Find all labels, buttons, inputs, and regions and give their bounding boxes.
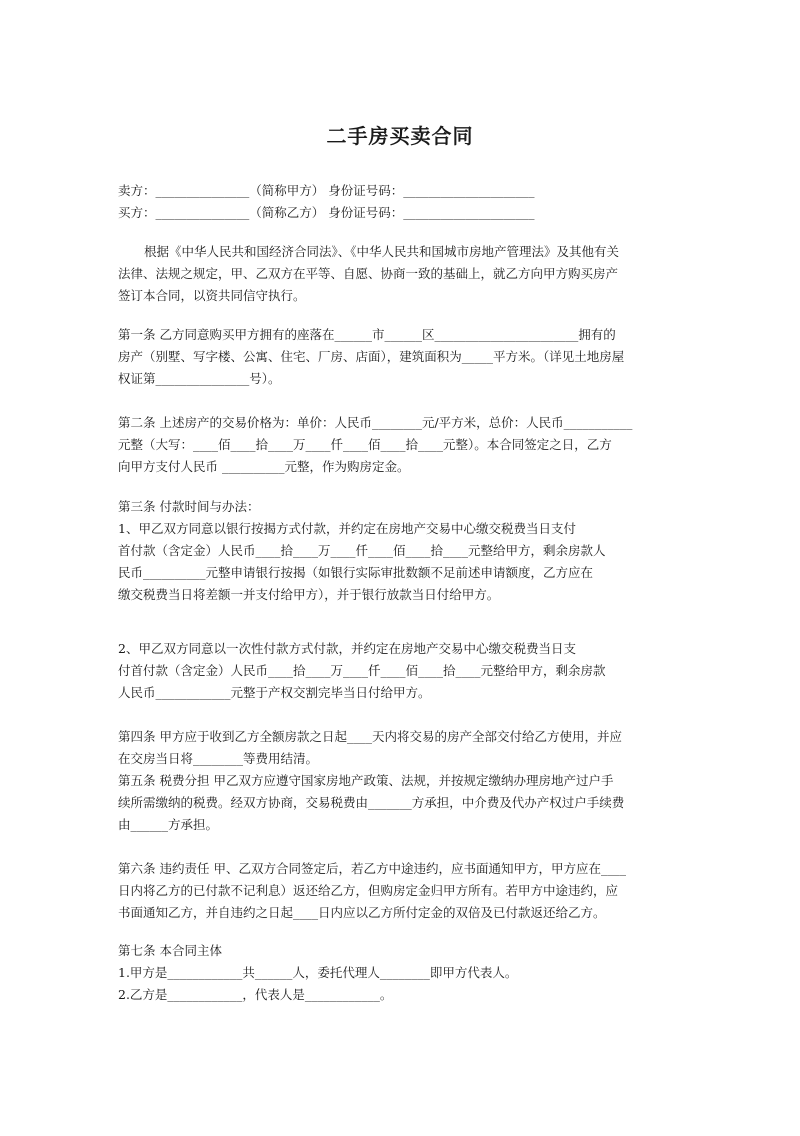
article-5 [118, 770, 698, 836]
text-line: 房产（别墅、写字楼、公寓、住宅、厂房、店面），建筑面积为_____平方米。（详见土地房屋 [118, 349, 625, 364]
document-title: 二手房买卖合同 [326, 124, 474, 148]
text-line: 向甲方支付人民币 __________元整，作为购房定金。 [118, 459, 410, 474]
text-line: 第一条 乙方同意购买甲方拥有的座落在______市______区_______________________拥有的 [118, 327, 616, 342]
text-line: 第五条 税费分担 甲乙双方应遵守国家房地产政策、法规，并按规定缴纳办理房地产过户手 [118, 773, 614, 788]
preamble-paragraph [118, 241, 698, 307]
text-line: 2、甲乙双方同意以一次性付款方式付款，并约定在房地产交易中心缴交税费当日支 [118, 641, 576, 656]
text-line: 付首付款（含定金）人民币____拾____万____仟____佰____拾____元整给甲方，剩余房款 [118, 663, 606, 678]
text-line: 书面通知乙方，并自违约之日起____日内应以乙方所付定金的双倍及已付款返还给乙方。 [118, 905, 606, 920]
text-line: 签订本合同，以资共同信守执行。 [118, 288, 306, 303]
text-line: 在交房当日将________等费用结清。 [118, 751, 319, 766]
article-4 [118, 726, 698, 770]
article-3 [118, 496, 698, 606]
text-line: 人民币____________元整于产权交割完毕当日付给甲方。 [118, 685, 431, 700]
article-7 [118, 940, 698, 1006]
text-line: 首付款（含定金）人民币____拾____万____仟____佰____拾____元整给甲方，剩余房款人 [118, 543, 606, 558]
text-line: 续所需缴纳的税费。经双方协商，交易税费由_______方承担，中介费及代办产权过户手续费 [118, 795, 625, 810]
article-1 [118, 324, 698, 390]
text-line: 由______方承担。 [118, 817, 219, 832]
text-line: 权证第_______________号）。 [118, 371, 281, 386]
article-2 [118, 412, 698, 478]
text-line: 缴交税费当日将差额一并支付给甲方），并于银行放款当日付给甲方。 [118, 587, 500, 602]
article-heading: 第三条 付款时间与办法： [118, 499, 260, 514]
text-line: 日内将乙方的已付款不记利息）返还给乙方，但购房定金归甲方所有。若甲方中途违约，应 [118, 883, 619, 898]
text-line: 法律、法规之规定，甲、乙双方在平等、自愿、协商一致的基础上，就乙方向甲方购买房产 [118, 266, 619, 281]
text-line: 第二条 上述房产的交易价格为：单价：人民币________元/平方米，总价：人民币___________ [118, 415, 633, 430]
buyer-line: 买方：_______________（简称乙方） 身份证号码：_____________________ [118, 205, 535, 220]
article-3-option-2 [118, 638, 698, 704]
seller-line: 卖方：_______________（简称甲方） 身份证号码：_____________________ [118, 183, 535, 198]
article-heading: 第七条 本合同主体 [118, 943, 222, 958]
text-line: 根据《中华人民共和国经济合同法》、《中华人民共和国城市房地产管理法》及其他有关 [144, 244, 620, 259]
text-line: 第四条 甲方应于收到乙方全额房款之日起____天内将交易的房产全部交付给乙方使用，并应 [118, 729, 622, 744]
text-line: 1.甲方是____________共______人，委托代理人________即甲方代表人。 [118, 965, 518, 980]
text-line: 元整（大写：____佰____拾____万____仟____佰____拾____元整）。本合同签定之日，乙方 [118, 437, 612, 452]
article-6 [118, 858, 698, 924]
text-line: 2.乙方是____________，代表人是____________。 [118, 987, 393, 1002]
text-line: 民币__________元整申请银行按揭（如银行实际审批数额不足前述申请额度，乙方应在 [118, 565, 594, 580]
text-line: 第六条 违约责任 甲、乙双方合同签定后，若乙方中途违约，应书面通知甲方，甲方应在____ [118, 861, 626, 876]
text-line: 1、甲乙双方同意以银行按揭方式付款，并约定在房地产交易中心缴交税费当日支付 [118, 521, 576, 536]
